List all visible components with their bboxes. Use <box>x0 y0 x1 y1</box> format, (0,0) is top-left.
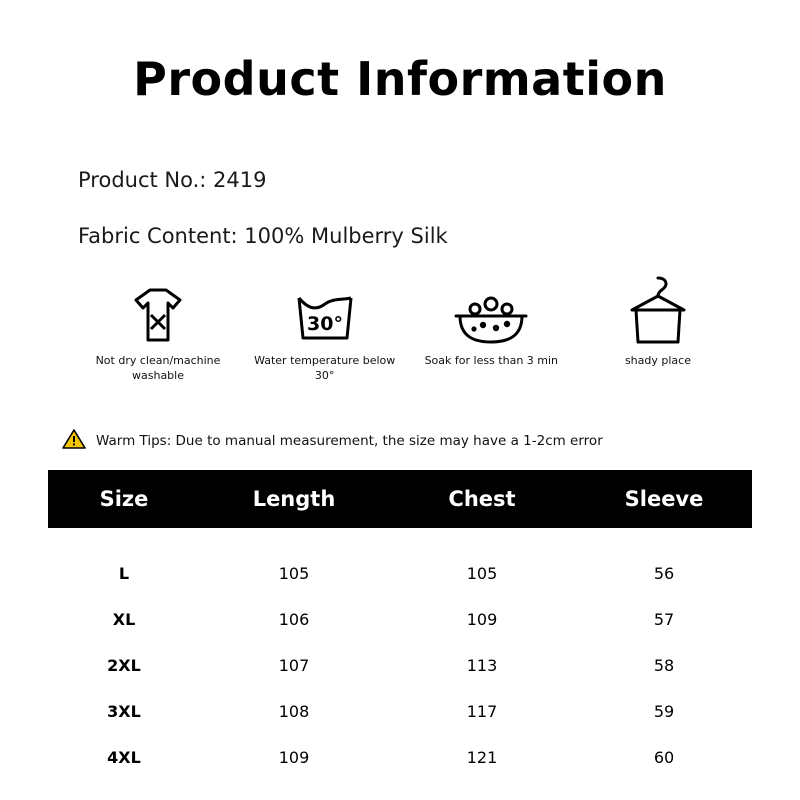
care-item-shady-place <box>578 272 738 369</box>
cell-chest: 105 <box>466 563 498 583</box>
size-table-header <box>48 470 752 528</box>
cell-sleeve: 60 <box>653 747 675 767</box>
care-item-soak <box>411 272 571 369</box>
column-header-sleeve: Sleeve <box>624 487 704 511</box>
cell-length: 106 <box>278 609 310 629</box>
cell-size: 2XL <box>107 655 141 675</box>
cell-chest: 121 <box>466 747 498 767</box>
cell-length: 109 <box>278 747 310 767</box>
cell-sleeve: 56 <box>653 563 675 583</box>
cell-sleeve: 59 <box>653 701 675 721</box>
warm-tips-text: Warm Tips: Due to manual measurement, the size may have a 1-2cm error <box>96 433 603 449</box>
table-row <box>48 550 752 596</box>
cell-sleeve: 58 <box>653 655 675 675</box>
care-label: Soak for less than 3 min <box>424 354 559 367</box>
care-label: Not dry clean/machine washable <box>95 354 221 382</box>
cell-size: 4XL <box>107 747 141 767</box>
column-header-length: Length <box>252 487 336 511</box>
column-header-size: Size <box>99 487 149 511</box>
hanger-shade-dry-icon <box>620 272 696 348</box>
cell-size: L <box>118 563 130 583</box>
care-label: Water temperature below 30° <box>254 354 396 382</box>
cell-size: XL <box>112 609 136 629</box>
cell-sleeve: 57 <box>653 609 675 629</box>
page-title: Product Information <box>133 52 667 106</box>
care-item-wash-30 <box>245 272 405 384</box>
warm-tips <box>62 428 603 454</box>
size-table <box>48 470 752 780</box>
column-header-chest: Chest <box>448 487 516 511</box>
care-item-no-dry-clean <box>78 272 238 384</box>
cell-length: 107 <box>278 655 310 675</box>
cell-size: 3XL <box>107 701 141 721</box>
soak-basin-icon <box>446 272 536 348</box>
table-row <box>48 734 752 780</box>
cell-length: 105 <box>278 563 310 583</box>
fabric-content: Fabric Content: 100% Mulberry Silk <box>78 224 448 248</box>
cell-length: 108 <box>278 701 310 721</box>
table-row <box>48 642 752 688</box>
table-row <box>48 596 752 642</box>
wash-tub-30-degrees-icon <box>287 272 363 348</box>
care-label: shady place <box>624 354 691 367</box>
cell-chest: 113 <box>466 655 498 675</box>
care-instructions-row <box>78 272 738 384</box>
cell-chest: 117 <box>466 701 498 721</box>
cell-chest: 109 <box>466 609 498 629</box>
warning-triangle-icon <box>62 428 86 454</box>
table-row <box>48 688 752 734</box>
size-table-body <box>48 528 752 780</box>
no-dry-clean-tshirt-icon <box>120 272 196 348</box>
svg-text:30°: 30° <box>306 313 343 335</box>
product-number: Product No.: 2419 <box>78 168 267 192</box>
